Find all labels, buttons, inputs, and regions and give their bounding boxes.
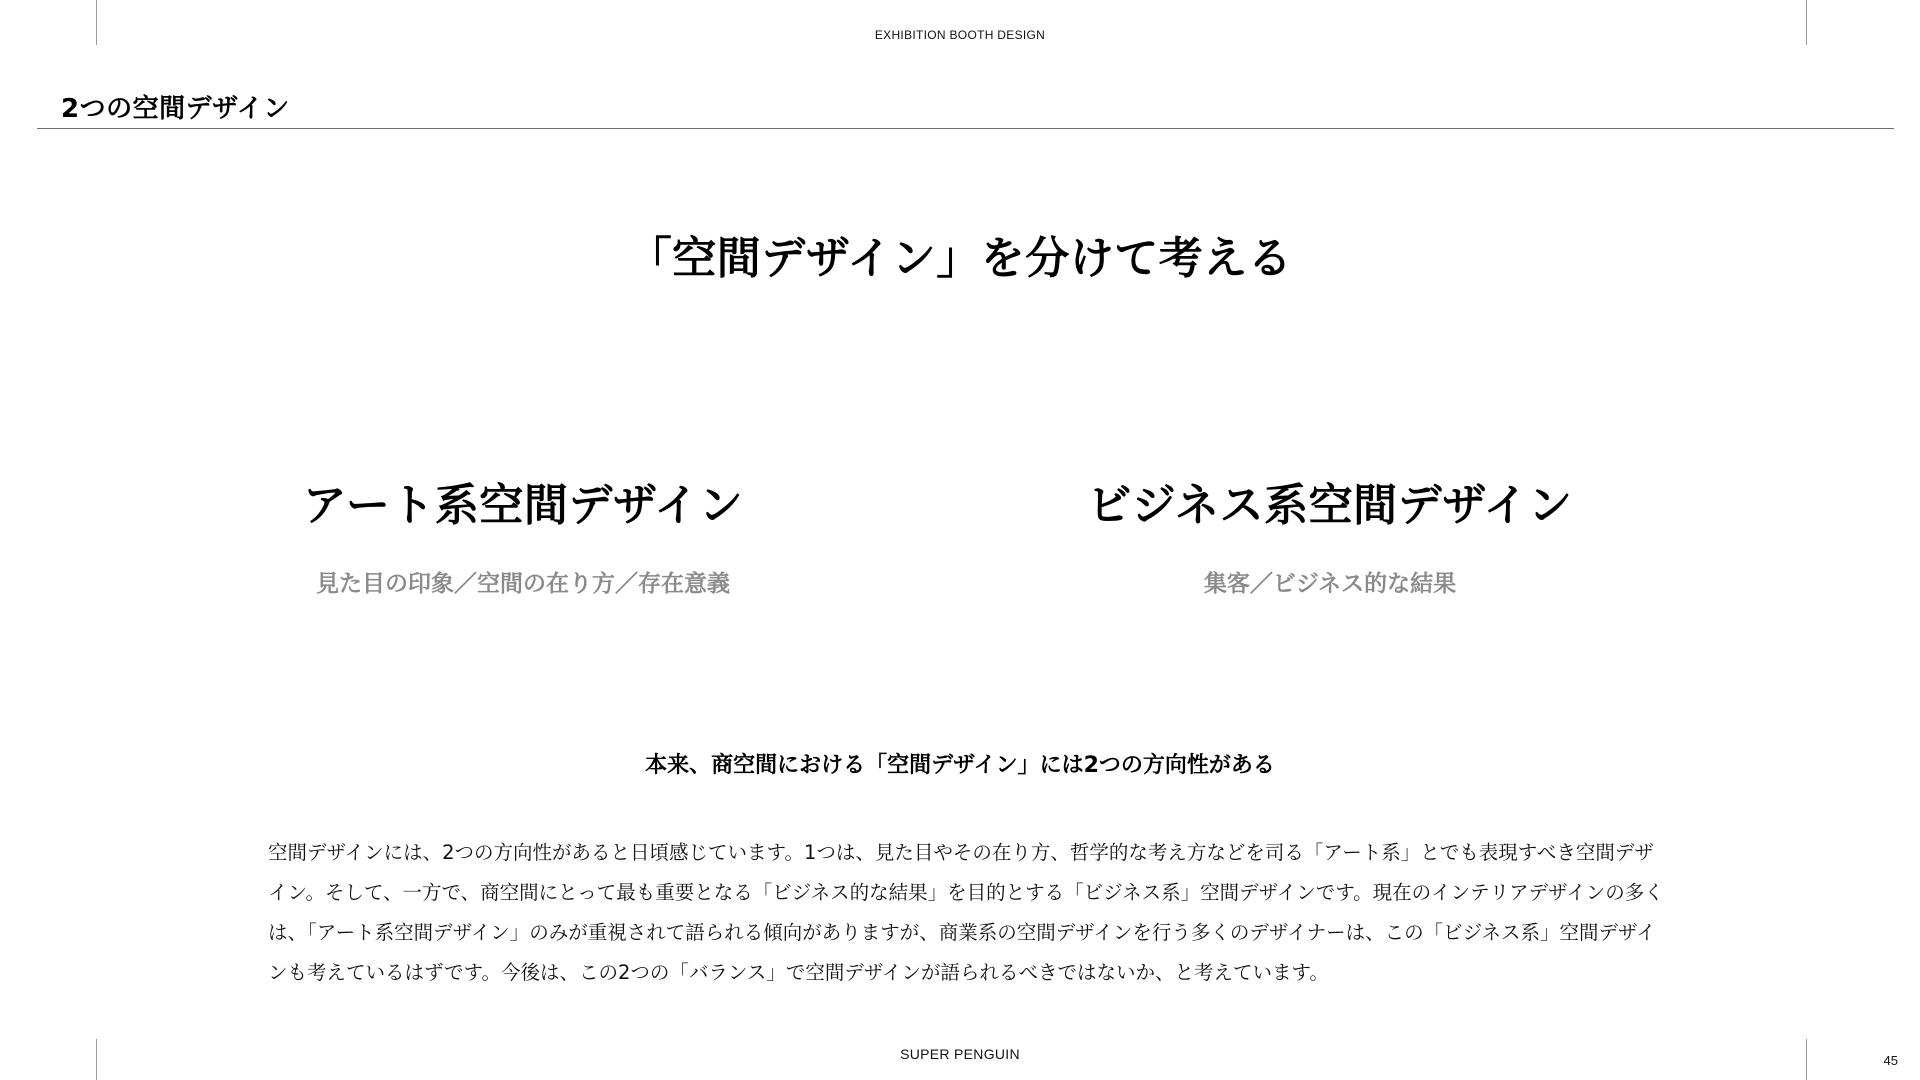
- section-title: 2つの空間デザイン: [61, 94, 290, 124]
- business-design-title: ビジネス系空間デザイン: [1087, 480, 1573, 531]
- art-design-title: アート系空間デザイン: [302, 480, 744, 531]
- footer-brand: SUPER PENGUIN: [900, 1046, 1020, 1062]
- art-design-column: [213, 478, 833, 599]
- art-design-subtitle: 見た目の印象／空間の在り方／存在意義: [316, 571, 730, 597]
- lead-statement: 本来、商空間における「空間デザイン」には2つの方向性がある: [645, 753, 1275, 778]
- business-design-subtitle: 集客／ビジネス的な結果: [1203, 571, 1457, 597]
- business-design-column: [1020, 478, 1640, 599]
- page-number: 45: [1883, 1053, 1898, 1068]
- header-divider: [37, 128, 1894, 129]
- main-heading: 「空間デザイン」を分けて考える: [627, 233, 1293, 284]
- document-header-label: EXHIBITION BOOTH DESIGN: [874, 28, 1046, 42]
- body-paragraph: 空間デザインには、2つの方向性があると日頃感じています。1つは、見た目やその在り方、哲学的な考え方などを司る「アート系」とでも表現すべき空間デザイン。そして、一方で、商空間にとって最も重要となる「ビジネス的な結果」を目的とする「ビジネス系」空間デザインです。現在のインテリアデザインの多くは、「アート系空間デザイン」のみが重視されて語られる傾向がありますが、商業系の空間デザインを行う多くのデザイナーは、この「ビジネス系」空間デザインも考えているはずです。今後は、この2つの「バランス」で空間デザインが語られるべきではないか、と考えています。: [268, 841, 1664, 984]
